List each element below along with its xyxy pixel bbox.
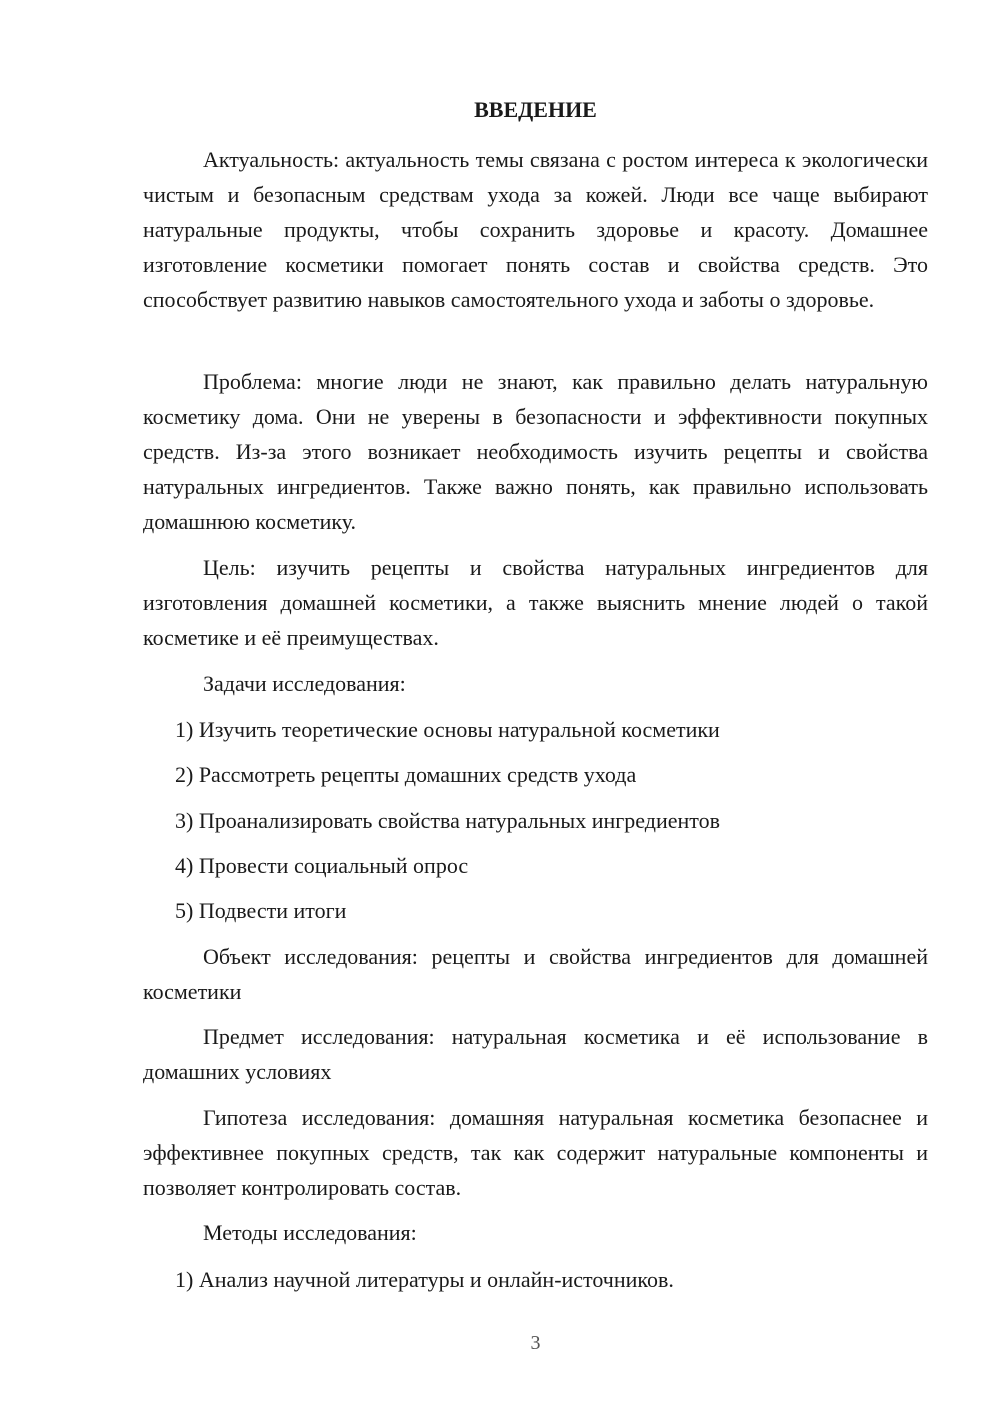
page-title: ВВЕДЕНИЕ xyxy=(474,97,597,122)
methods-heading: Методы исследования: xyxy=(203,1220,417,1245)
hypothesis-paragraph: Гипотеза исследования: домашняя натуральная косметика безопаснее и эффективнее покупных средств, так как содержит натуральные компоненты и позволяет контролировать состав. xyxy=(143,1105,928,1200)
object-paragraph: Объект исследования: рецепты и свойства ингредиентов для домашней косметики xyxy=(143,944,928,1004)
problem-paragraph: Проблема: многие люди не знают, как правильно делать натуральную косметику дома. Они не уверены в безопасности и эффективности покупных средств. Из-за этого возникает необходимость изучить рецепты и свойства натуральных ингредиентов. Также важно понять, как правильно использовать домашнюю косметику. xyxy=(143,369,928,534)
relevance-paragraph: Актуальность: актуальность темы связана с ростом интереса к экологически чистым и безопасным средствам ухода за кожей. Люди все чаще выбирают натуральные продукты, чтобы сохранить здоровье и красоту. Домашнее изготовление косметики помогает понять состав и свойства средств. Это способствует развитию навыков самостоятельного ухода и заботы о здоровье. xyxy=(143,147,928,312)
task-item-4: 4) Провести социальный опрос xyxy=(175,853,469,878)
goal-paragraph: Цель: изучить рецепты и свойства натуральных ингредиентов для изготовления домашней косметики, а также выяснить мнение людей о такой косметике и её преимуществах. xyxy=(143,555,928,650)
task-item-2: 2) Рассмотреть рецепты домашних средств ухода xyxy=(175,762,637,787)
tasks-heading: Задачи исследования: xyxy=(203,671,406,696)
page-number: 3 xyxy=(530,1332,541,1354)
method-item-1: 1) Анализ научной литературы и онлайн-источников. xyxy=(175,1267,674,1292)
task-item-5: 5) Подвести итоги xyxy=(175,898,347,923)
subject-paragraph: Предмет исследования: натуральная косметика и её использование в домашних условиях xyxy=(143,1024,928,1084)
task-item-1: 1) Изучить теоретические основы натуральной косметики xyxy=(175,717,720,742)
task-item-3: 3) Проанализировать свойства натуральных ингредиентов xyxy=(175,808,720,833)
